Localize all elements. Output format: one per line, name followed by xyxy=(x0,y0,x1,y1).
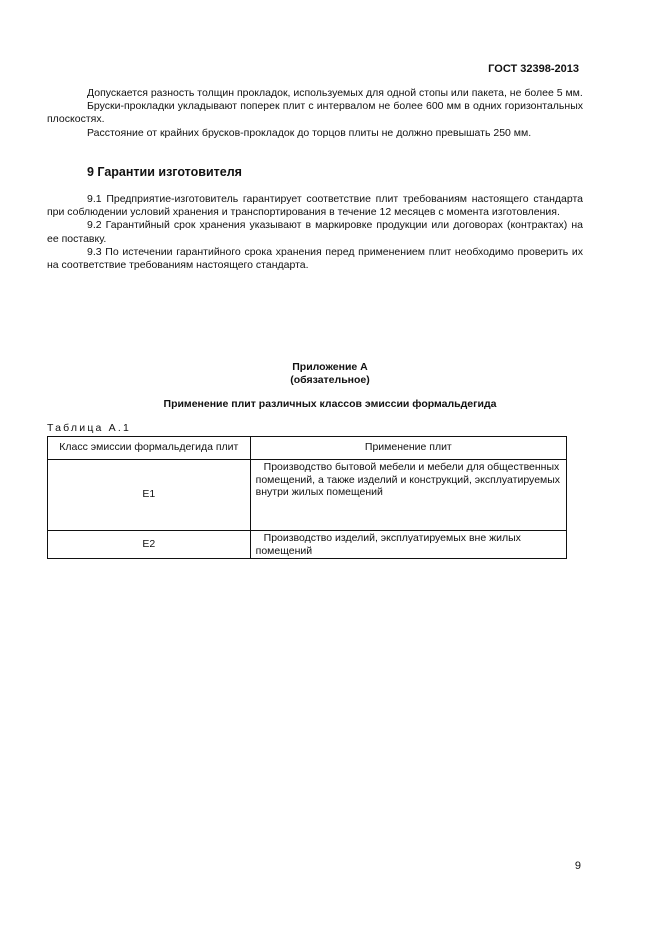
paragraph: Расстояние от крайних брусков-прокладок до торцов плиты не должно превышать 250 мм. xyxy=(87,126,532,139)
section-title: 9 Гарантии изготовителя xyxy=(87,165,242,179)
body-text-top xyxy=(47,87,583,140)
emission-class-table xyxy=(47,436,567,559)
table-header-cell: Применение плит xyxy=(250,437,566,460)
table-header-cell: Класс эмиссии формальдегида плит xyxy=(48,437,251,460)
paragraph: Бруски-прокладки укладывают поперек плит с интервалом не более 600 мм в одних горизонтальных плоскостях. xyxy=(47,100,583,126)
paragraph: 9.3 По истечении гарантийного срока хранения перед применением плит необходимо проверить их на соответствие требованиям настоящего стандарта. xyxy=(47,245,583,272)
table-row xyxy=(48,460,567,531)
table-cell-application xyxy=(250,531,566,559)
table-row xyxy=(48,531,567,559)
application-text: Производство бытовой мебели и мебели для общественных помещений, а также изделий и конструкций, эксплуатируемых внутри жилых помещений xyxy=(255,461,561,499)
table-cell-application xyxy=(250,460,566,531)
paragraph: Допускается разность толщин прокладок, используемых для одной стопы или пакета, не более 5 мм. xyxy=(87,87,583,99)
page-number: 9 xyxy=(574,860,581,872)
table-caption: Таблица А.1 xyxy=(47,422,132,434)
page-header: ГОСТ 32398-2013 xyxy=(488,63,579,75)
appendix-heading: Применение плит различных классов эмиссии формальдегида xyxy=(163,398,497,410)
appendix-status: (обязательное) xyxy=(290,374,370,386)
table-header-row xyxy=(48,437,567,460)
table-cell-class: Е1 xyxy=(48,460,251,531)
application-text: Производство изделий, эксплуатируемых вне жилых помещений xyxy=(255,532,521,557)
table-cell-class: Е2 xyxy=(48,531,251,559)
paragraph: 9.1 Предприятие-изготовитель гарантирует соответствие плит требованиям настоящего стандарта при соблюдении условий хранения и транспортирования в течение 12 месяцев с момента изготовления. xyxy=(47,193,583,219)
appendix-title: Приложение А xyxy=(292,361,368,373)
paragraph: 9.2 Гарантийный срок хранения указывают в маркировке продукции или договорах (контрактах) на ее поставку. xyxy=(47,219,583,245)
section-body xyxy=(47,193,583,272)
